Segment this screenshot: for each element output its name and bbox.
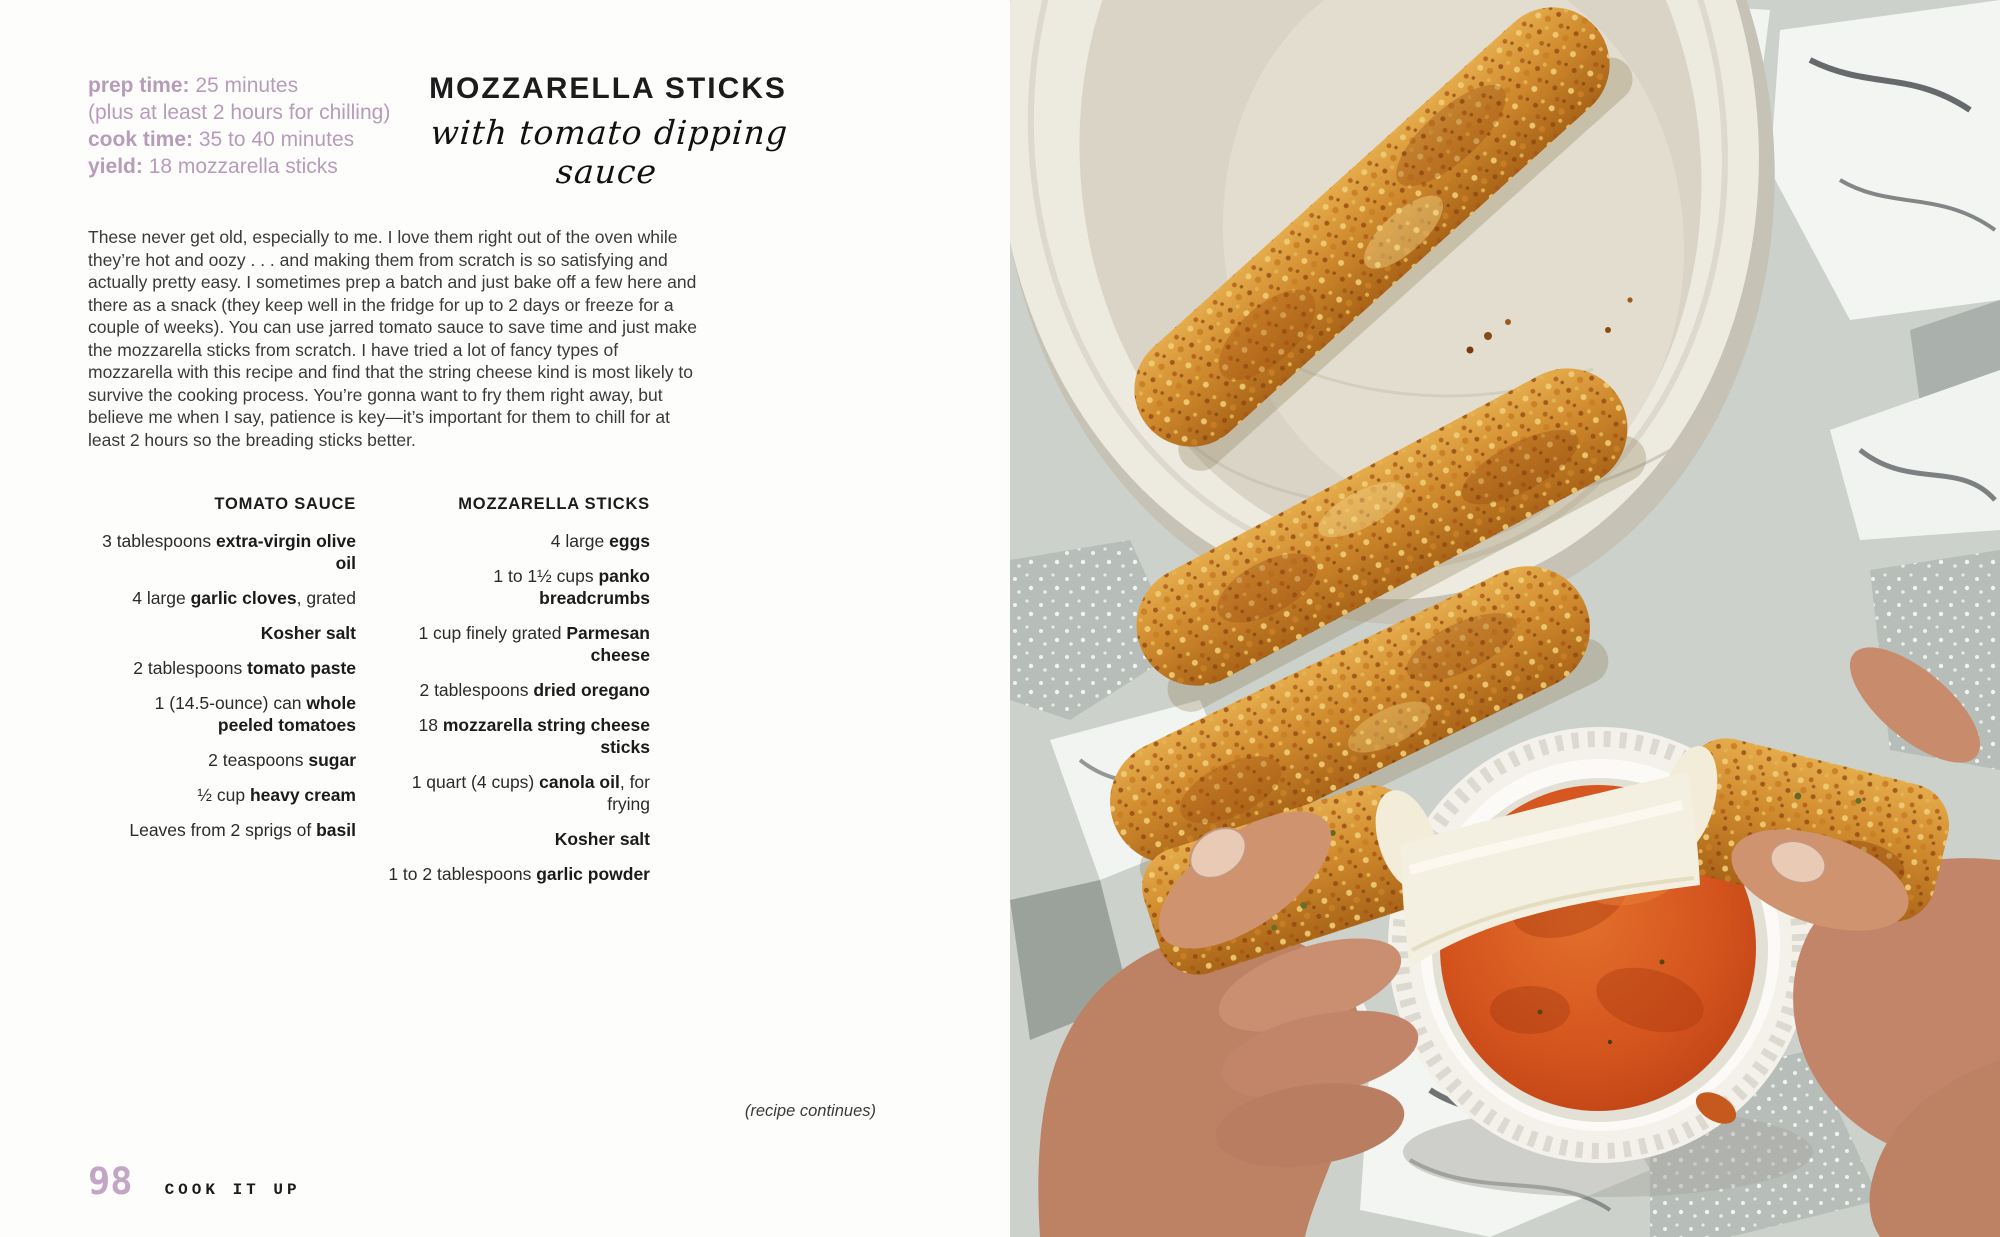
ingredient-item: ½ cup heavy cream — [197, 785, 356, 805]
recipe-photo — [1010, 0, 2000, 1237]
ingredient-item: 4 large garlic cloves, grated — [132, 588, 356, 608]
ingredient-item: 3 tablespoons extra-virgin olive oil — [102, 531, 356, 573]
ingredient-list — [98, 530, 356, 841]
ingredient-item: 18 mozzarella string cheese sticks — [418, 715, 650, 757]
recipe-continues-note: (recipe continues) — [744, 1102, 876, 1120]
ingredient-item: 2 tablespoons tomato paste — [133, 658, 356, 678]
ingredient-item: 1 quart (4 cups) canola oil, for frying — [411, 772, 650, 814]
recipe-title: MOZZARELLA STICKS — [429, 72, 787, 105]
ingredient-item: 1 cup finely grated Parmesan cheese — [418, 623, 650, 665]
page-footer — [88, 1160, 301, 1203]
ingredient-item: 4 large eggs — [550, 531, 650, 551]
book-title: COOK IT UP — [164, 1181, 301, 1199]
ingredient-item: Leaves from 2 sprigs of basil — [129, 820, 356, 840]
meta-line: yield: 18 mozzarella sticks — [88, 155, 338, 178]
page-number: 98 — [88, 1160, 133, 1203]
ingredient-item: 1 (14.5-ounce) can whole peeled tomatoes — [154, 693, 356, 735]
meta-line: prep time: 25 minutes — [88, 74, 299, 97]
recipe-meta — [88, 72, 428, 180]
ingredient-heading: TOMATO SAUCE — [214, 495, 356, 513]
ingredient-item: 2 teaspoons sugar — [208, 750, 356, 770]
ingredient-item: 1 to 1½ cups panko breadcrumbs — [493, 566, 650, 608]
recipe-subtitle: with tomato dipping sauce — [429, 113, 790, 191]
intro-paragraph: These never get old, especially to me. I love them right out of the oven while they’re hot and oozy . . . and making them from scratch is so satisfying and actually pretty easy. I sometimes prep a batch and just bake off a few here and there as a snack (they keep well in the fridge for up to 2 days or freeze for a couple of weeks). You can use jarred tomato sauce to save time and just make the mozzarella sticks from scratch. I have tried a lot of fancy types of mozzarella with this recipe and find that the string cheese kind is most likely to survive the cooking process. You’re gonna want to fry them right away, but believe me when I say, patience is key—it’s important for them to chill for at least 2 hours so the breading sticks better. — [88, 227, 697, 450]
ingredient-heading: MOZZARELLA STICKS — [458, 495, 650, 513]
ingredient-column-tomato-sauce — [98, 495, 356, 898]
ingredient-list — [388, 530, 650, 885]
ingredient-item: 1 to 2 tablespoons garlic powder — [388, 864, 650, 884]
ingredient-item: Kosher salt — [260, 623, 356, 643]
ingredients-section — [98, 495, 950, 898]
meta-line: cook time: 35 to 40 minutes — [88, 128, 355, 151]
ingredient-item: Kosher salt — [554, 829, 650, 849]
meta-line: (plus at least 2 hours for chilling) — [88, 101, 391, 124]
ingredient-column-mozzarella-sticks — [388, 495, 650, 898]
recipe-header — [88, 72, 950, 192]
ingredient-item: 2 tablespoons dried oregano — [419, 680, 650, 700]
title-block — [388, 72, 828, 191]
